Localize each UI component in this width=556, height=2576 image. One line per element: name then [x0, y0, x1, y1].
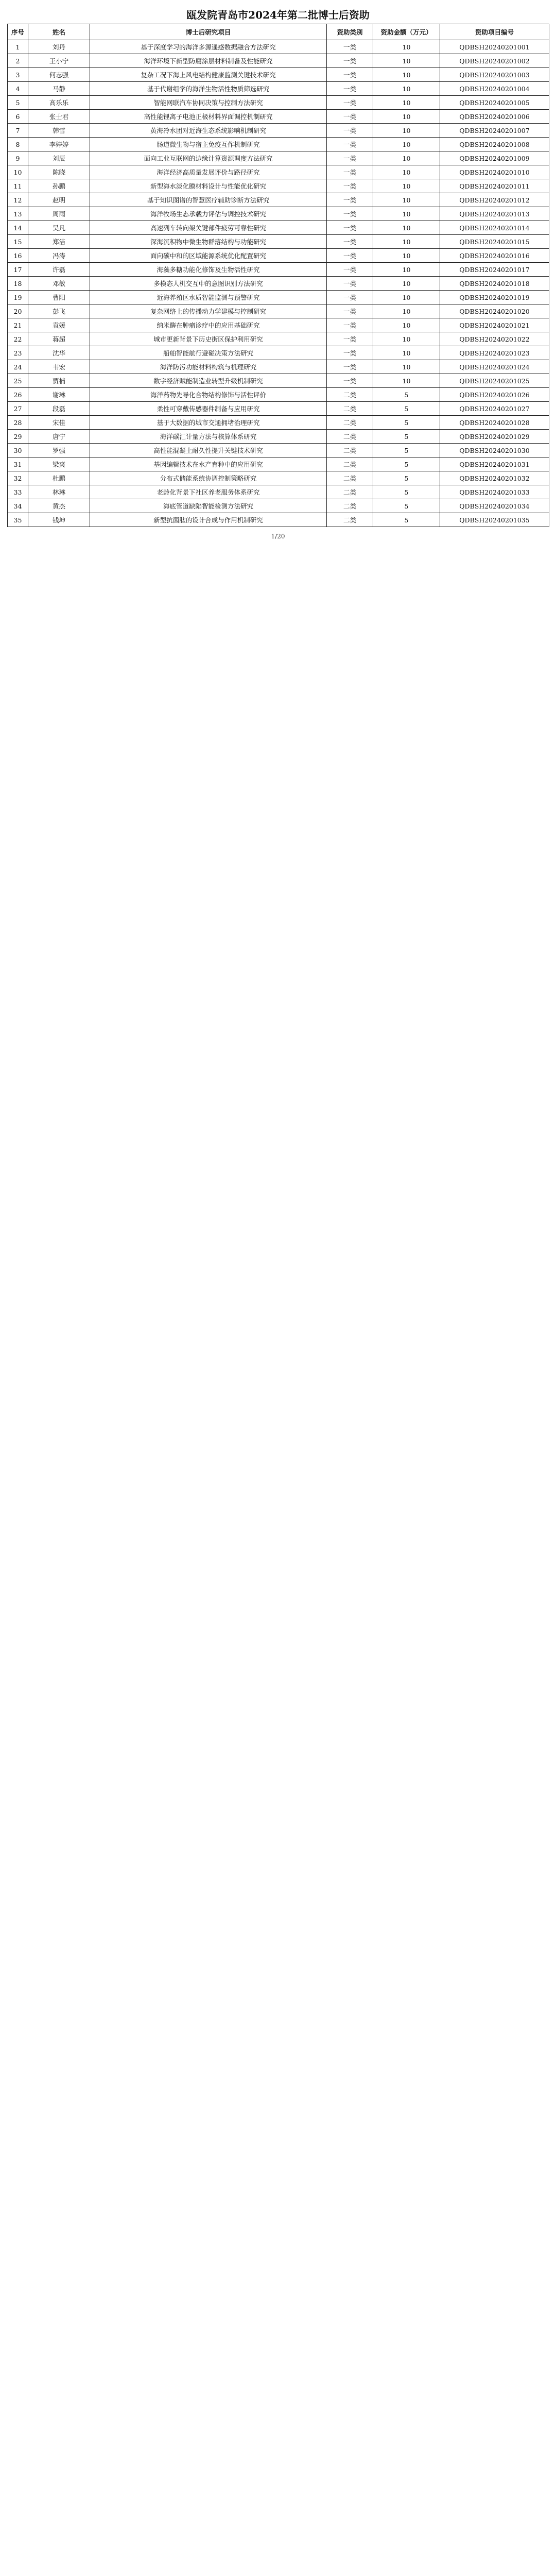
cell-id: QDBSH20240201017: [440, 263, 549, 277]
table-row: [8, 485, 549, 499]
cell-project: 船舶智能航行避碰决策方法研究: [90, 346, 327, 360]
cell-no: 27: [8, 402, 28, 416]
header-name: 姓名: [28, 24, 90, 40]
cell-project: 柔性可穿戴传感器件制备与应用研究: [90, 402, 327, 416]
cell-id: QDBSH20240201011: [440, 179, 549, 193]
cell-kind: 二类: [327, 457, 373, 471]
cell-id: QDBSH20240201028: [440, 416, 549, 430]
cell-no: 13: [8, 207, 28, 221]
cell-kind: 一类: [327, 277, 373, 291]
cell-project: 基于深度学习的海洋多源遥感数据融合方法研究: [90, 40, 327, 54]
cell-kind: 一类: [327, 151, 373, 165]
cell-name: 沈华: [28, 346, 90, 360]
cell-project: 海底管道缺陷智能检测方法研究: [90, 499, 327, 513]
cell-id: QDBSH20240201013: [440, 207, 549, 221]
cell-name: 彭飞: [28, 304, 90, 318]
cell-kind: 一类: [327, 346, 373, 360]
cell-no: 12: [8, 193, 28, 207]
cell-kind: 一类: [327, 96, 373, 110]
cell-amount: 10: [373, 68, 440, 82]
cell-name: 段磊: [28, 402, 90, 416]
table-row: [8, 374, 549, 388]
cell-name: 赵明: [28, 193, 90, 207]
cell-amount: 10: [373, 374, 440, 388]
cell-no: 32: [8, 471, 28, 485]
cell-id: QDBSH20240201016: [440, 249, 549, 263]
cell-kind: 一类: [327, 263, 373, 277]
cell-kind: 一类: [327, 110, 373, 124]
header-no: 序号: [8, 24, 28, 40]
cell-id: QDBSH20240201003: [440, 68, 549, 82]
cell-name: 许磊: [28, 263, 90, 277]
cell-amount: 10: [373, 263, 440, 277]
cell-amount: 10: [373, 193, 440, 207]
cell-project: 高速列车转向架关键部件疲劳可靠性研究: [90, 221, 327, 235]
cell-no: 9: [8, 151, 28, 165]
cell-name: 钱坤: [28, 513, 90, 527]
cell-name: 张士君: [28, 110, 90, 124]
document-title: 瓯发院青岛市2024年第二批博士后资助: [186, 9, 370, 21]
cell-kind: 一类: [327, 54, 373, 68]
cell-amount: 10: [373, 291, 440, 304]
cell-name: 陈晓: [28, 165, 90, 179]
cell-amount: 10: [373, 110, 440, 124]
cell-name: 李婷婷: [28, 138, 90, 151]
cell-kind: 二类: [327, 430, 373, 444]
cell-id: QDBSH20240201026: [440, 388, 549, 402]
cell-no: 26: [8, 388, 28, 402]
table-row: [8, 318, 549, 332]
cell-id: QDBSH20240201006: [440, 110, 549, 124]
cell-name: 冯涛: [28, 249, 90, 263]
cell-name: 黄杰: [28, 499, 90, 513]
cell-no: 28: [8, 416, 28, 430]
cell-id: QDBSH20240201020: [440, 304, 549, 318]
cell-amount: 10: [373, 360, 440, 374]
cell-name: 林琳: [28, 485, 90, 499]
table-row: [8, 165, 549, 179]
cell-amount: 5: [373, 430, 440, 444]
cell-name: 曹阳: [28, 291, 90, 304]
cell-amount: 10: [373, 179, 440, 193]
page-number: 1/20: [271, 533, 285, 540]
header-project: 博士后研究项目: [90, 24, 327, 40]
cell-project: 老龄化背景下社区养老服务体系研究: [90, 485, 327, 499]
cell-no: 2: [8, 54, 28, 68]
header-amount: 资助金额（万元）: [373, 24, 440, 40]
cell-id: QDBSH20240201002: [440, 54, 549, 68]
cell-id: QDBSH20240201035: [440, 513, 549, 527]
cell-no: 7: [8, 124, 28, 138]
cell-project: 数字经济赋能制造业转型升级机制研究: [90, 374, 327, 388]
cell-project: 基于代谢组学的海洋生物活性物质筛选研究: [90, 82, 327, 96]
cell-amount: 10: [373, 221, 440, 235]
cell-name: 吴凡: [28, 221, 90, 235]
header-kind: 资助类别: [327, 24, 373, 40]
cell-amount: 10: [373, 277, 440, 291]
cell-project: 海洋碳汇计量方法与核算体系研究: [90, 430, 327, 444]
cell-no: 29: [8, 430, 28, 444]
cell-amount: 10: [373, 54, 440, 68]
cell-amount: 10: [373, 346, 440, 360]
cell-kind: 二类: [327, 499, 373, 513]
cell-no: 24: [8, 360, 28, 374]
cell-kind: 二类: [327, 485, 373, 499]
cell-amount: 5: [373, 416, 440, 430]
cell-id: QDBSH20240201034: [440, 499, 549, 513]
table-row: [8, 54, 549, 68]
cell-amount: 10: [373, 318, 440, 332]
cell-id: QDBSH20240201004: [440, 82, 549, 96]
cell-name: 刘辰: [28, 151, 90, 165]
cell-amount: 5: [373, 513, 440, 527]
table-row: [8, 263, 549, 277]
cell-kind: 一类: [327, 291, 373, 304]
cell-no: 8: [8, 138, 28, 151]
cell-no: 23: [8, 346, 28, 360]
cell-amount: 10: [373, 96, 440, 110]
cell-id: QDBSH20240201001: [440, 40, 549, 54]
cell-name: 邓敏: [28, 277, 90, 291]
cell-no: 17: [8, 263, 28, 277]
cell-name: 罗强: [28, 444, 90, 457]
cell-id: QDBSH20240201007: [440, 124, 549, 138]
cell-kind: 一类: [327, 165, 373, 179]
cell-project: 肠道微生物与宿主免疫互作机制研究: [90, 138, 327, 151]
cell-id: QDBSH20240201010: [440, 165, 549, 179]
cell-id: QDBSH20240201021: [440, 318, 549, 332]
cell-amount: 5: [373, 402, 440, 416]
cell-id: QDBSH20240201018: [440, 277, 549, 291]
cell-name: 蒋超: [28, 332, 90, 346]
cell-kind: 一类: [327, 138, 373, 151]
cell-project: 分布式储能系统协调控制策略研究: [90, 471, 327, 485]
cell-project: 基于大数据的城市交通拥堵治理研究: [90, 416, 327, 430]
table-row: [8, 235, 549, 249]
table-row: [8, 471, 549, 485]
cell-name: 贾楠: [28, 374, 90, 388]
cell-no: 35: [8, 513, 28, 527]
cell-name: 韦宏: [28, 360, 90, 374]
table-row: [8, 249, 549, 263]
cell-project: 海洋药物先导化合物结构修饰与活性评价: [90, 388, 327, 402]
cell-no: 30: [8, 444, 28, 457]
cell-no: 25: [8, 374, 28, 388]
cell-no: 1: [8, 40, 28, 54]
cell-name: 郑洁: [28, 235, 90, 249]
table-row: [8, 499, 549, 513]
cell-id: QDBSH20240201012: [440, 193, 549, 207]
table-row: [8, 444, 549, 457]
cell-amount: 10: [373, 249, 440, 263]
cell-id: QDBSH20240201014: [440, 221, 549, 235]
cell-name: 周雨: [28, 207, 90, 221]
cell-kind: 一类: [327, 249, 373, 263]
cell-no: 16: [8, 249, 28, 263]
cell-name: 何志强: [28, 68, 90, 82]
cell-id: QDBSH20240201027: [440, 402, 549, 416]
cell-name: 袁媛: [28, 318, 90, 332]
cell-no: 11: [8, 179, 28, 193]
cell-no: 3: [8, 68, 28, 82]
cell-amount: 10: [373, 138, 440, 151]
cell-project: 新型抗菌肽的设计合成与作用机制研究: [90, 513, 327, 527]
cell-kind: 二类: [327, 513, 373, 527]
cell-amount: 10: [373, 332, 440, 346]
cell-amount: 10: [373, 151, 440, 165]
cell-project: 近海养殖区水质智能监测与预警研究: [90, 291, 327, 304]
table-row: [8, 457, 549, 471]
cell-amount: 10: [373, 304, 440, 318]
cell-kind: 一类: [327, 360, 373, 374]
cell-id: QDBSH20240201015: [440, 235, 549, 249]
cell-project: 基因编辑技术在水产育种中的应用研究: [90, 457, 327, 471]
cell-no: 4: [8, 82, 28, 96]
cell-id: QDBSH20240201031: [440, 457, 549, 471]
cell-name: 唐宁: [28, 430, 90, 444]
cell-no: 22: [8, 332, 28, 346]
header-id: 资助项目编号: [440, 24, 549, 40]
table-row: [8, 402, 549, 416]
cell-id: QDBSH20240201024: [440, 360, 549, 374]
cell-id: QDBSH20240201025: [440, 374, 549, 388]
cell-project: 城市更新背景下历史街区保护利用研究: [90, 332, 327, 346]
table-row: [8, 304, 549, 318]
cell-id: QDBSH20240201022: [440, 332, 549, 346]
table-row: [8, 513, 549, 527]
cell-kind: 二类: [327, 416, 373, 430]
cell-amount: 10: [373, 207, 440, 221]
table-row: [8, 138, 549, 151]
table-row: [8, 40, 549, 54]
cell-name: 谢琳: [28, 388, 90, 402]
cell-kind: 一类: [327, 221, 373, 235]
cell-id: QDBSH20240201009: [440, 151, 549, 165]
cell-project: 多模态人机交互中的意图识别方法研究: [90, 277, 327, 291]
cell-amount: 10: [373, 124, 440, 138]
cell-project: 纳米酶在肿瘤诊疗中的应用基础研究: [90, 318, 327, 332]
cell-kind: 二类: [327, 402, 373, 416]
cell-project: 海洋环境下新型防腐涂层材料制备及性能研究: [90, 54, 327, 68]
table-row: [8, 96, 549, 110]
cell-no: 31: [8, 457, 28, 471]
cell-id: QDBSH20240201005: [440, 96, 549, 110]
cell-kind: 二类: [327, 471, 373, 485]
cell-amount: 10: [373, 82, 440, 96]
cell-no: 18: [8, 277, 28, 291]
cell-kind: 一类: [327, 40, 373, 54]
cell-kind: 二类: [327, 444, 373, 457]
cell-project: 基于知识图谱的智慧医疗辅助诊断方法研究: [90, 193, 327, 207]
cell-amount: 5: [373, 457, 440, 471]
cell-name: 刘丹: [28, 40, 90, 54]
cell-project: 高性能锂离子电池正极材料界面调控机制研究: [90, 110, 327, 124]
cell-project: 面向碳中和的区域能源系统优化配置研究: [90, 249, 327, 263]
cell-kind: 一类: [327, 179, 373, 193]
funding-table: [7, 24, 549, 527]
cell-amount: 10: [373, 40, 440, 54]
cell-kind: 一类: [327, 124, 373, 138]
cell-no: 14: [8, 221, 28, 235]
cell-id: QDBSH20240201008: [440, 138, 549, 151]
cell-project: 复杂网络上的传播动力学建模与控制研究: [90, 304, 327, 318]
cell-project: 高性能混凝土耐久性提升关键技术研究: [90, 444, 327, 457]
cell-no: 5: [8, 96, 28, 110]
cell-kind: 二类: [327, 388, 373, 402]
cell-no: 10: [8, 165, 28, 179]
cell-no: 19: [8, 291, 28, 304]
table-row: [8, 360, 549, 374]
table-row: [8, 388, 549, 402]
cell-project: 面向工业互联网的边缘计算资源调度方法研究: [90, 151, 327, 165]
table-row: [8, 277, 549, 291]
cell-amount: 5: [373, 499, 440, 513]
cell-name: 马静: [28, 82, 90, 96]
cell-project: 海洋经济高质量发展评价与路径研究: [90, 165, 327, 179]
cell-name: 韩雪: [28, 124, 90, 138]
cell-amount: 10: [373, 235, 440, 249]
cell-kind: 一类: [327, 374, 373, 388]
cell-id: QDBSH20240201032: [440, 471, 549, 485]
table-row: [8, 416, 549, 430]
cell-kind: 一类: [327, 82, 373, 96]
cell-name: 宋佳: [28, 416, 90, 430]
table-row: [8, 124, 549, 138]
cell-project: 智能网联汽车协同决策与控制方法研究: [90, 96, 327, 110]
cell-id: QDBSH20240201023: [440, 346, 549, 360]
cell-amount: 5: [373, 444, 440, 457]
cell-kind: 一类: [327, 207, 373, 221]
cell-kind: 一类: [327, 235, 373, 249]
cell-kind: 一类: [327, 193, 373, 207]
cell-amount: 5: [373, 471, 440, 485]
table-row: [8, 430, 549, 444]
cell-no: 21: [8, 318, 28, 332]
table-row: [8, 207, 549, 221]
cell-amount: 10: [373, 165, 440, 179]
table-row: [8, 332, 549, 346]
cell-project: 新型海水淡化膜材料设计与性能优化研究: [90, 179, 327, 193]
table-body: [8, 40, 549, 527]
table-row: [8, 179, 549, 193]
cell-kind: 一类: [327, 68, 373, 82]
table-row: [8, 68, 549, 82]
cell-project: 黄海冷水团对近海生态系统影响机制研究: [90, 124, 327, 138]
table-row: [8, 221, 549, 235]
cell-id: QDBSH20240201029: [440, 430, 549, 444]
cell-project: 深海沉积物中微生物群落结构与功能研究: [90, 235, 327, 249]
table-row: [8, 193, 549, 207]
cell-no: 15: [8, 235, 28, 249]
cell-kind: 一类: [327, 318, 373, 332]
cell-kind: 一类: [327, 304, 373, 318]
cell-kind: 一类: [327, 332, 373, 346]
table-header-row: [8, 24, 549, 40]
cell-project: 海洋防污功能材料构筑与机理研究: [90, 360, 327, 374]
table-row: [8, 346, 549, 360]
cell-project: 复杂工况下海上风电结构健康监测关键技术研究: [90, 68, 327, 82]
cell-project: 海洋牧场生态承载力评估与调控技术研究: [90, 207, 327, 221]
cell-amount: 5: [373, 388, 440, 402]
cell-name: 王小宁: [28, 54, 90, 68]
table-row: [8, 151, 549, 165]
cell-no: 33: [8, 485, 28, 499]
cell-id: QDBSH20240201019: [440, 291, 549, 304]
cell-no: 34: [8, 499, 28, 513]
document-page: [0, 0, 556, 541]
cell-name: 杜鹏: [28, 471, 90, 485]
table-row: [8, 82, 549, 96]
cell-name: 孙鹏: [28, 179, 90, 193]
cell-no: 20: [8, 304, 28, 318]
cell-no: 6: [8, 110, 28, 124]
cell-amount: 5: [373, 485, 440, 499]
cell-id: QDBSH20240201033: [440, 485, 549, 499]
cell-name: 高乐乐: [28, 96, 90, 110]
cell-name: 梁爽: [28, 457, 90, 471]
table-row: [8, 110, 549, 124]
cell-id: QDBSH20240201030: [440, 444, 549, 457]
cell-project: 海藻多糖功能化修饰及生物活性研究: [90, 263, 327, 277]
table-row: [8, 291, 549, 304]
